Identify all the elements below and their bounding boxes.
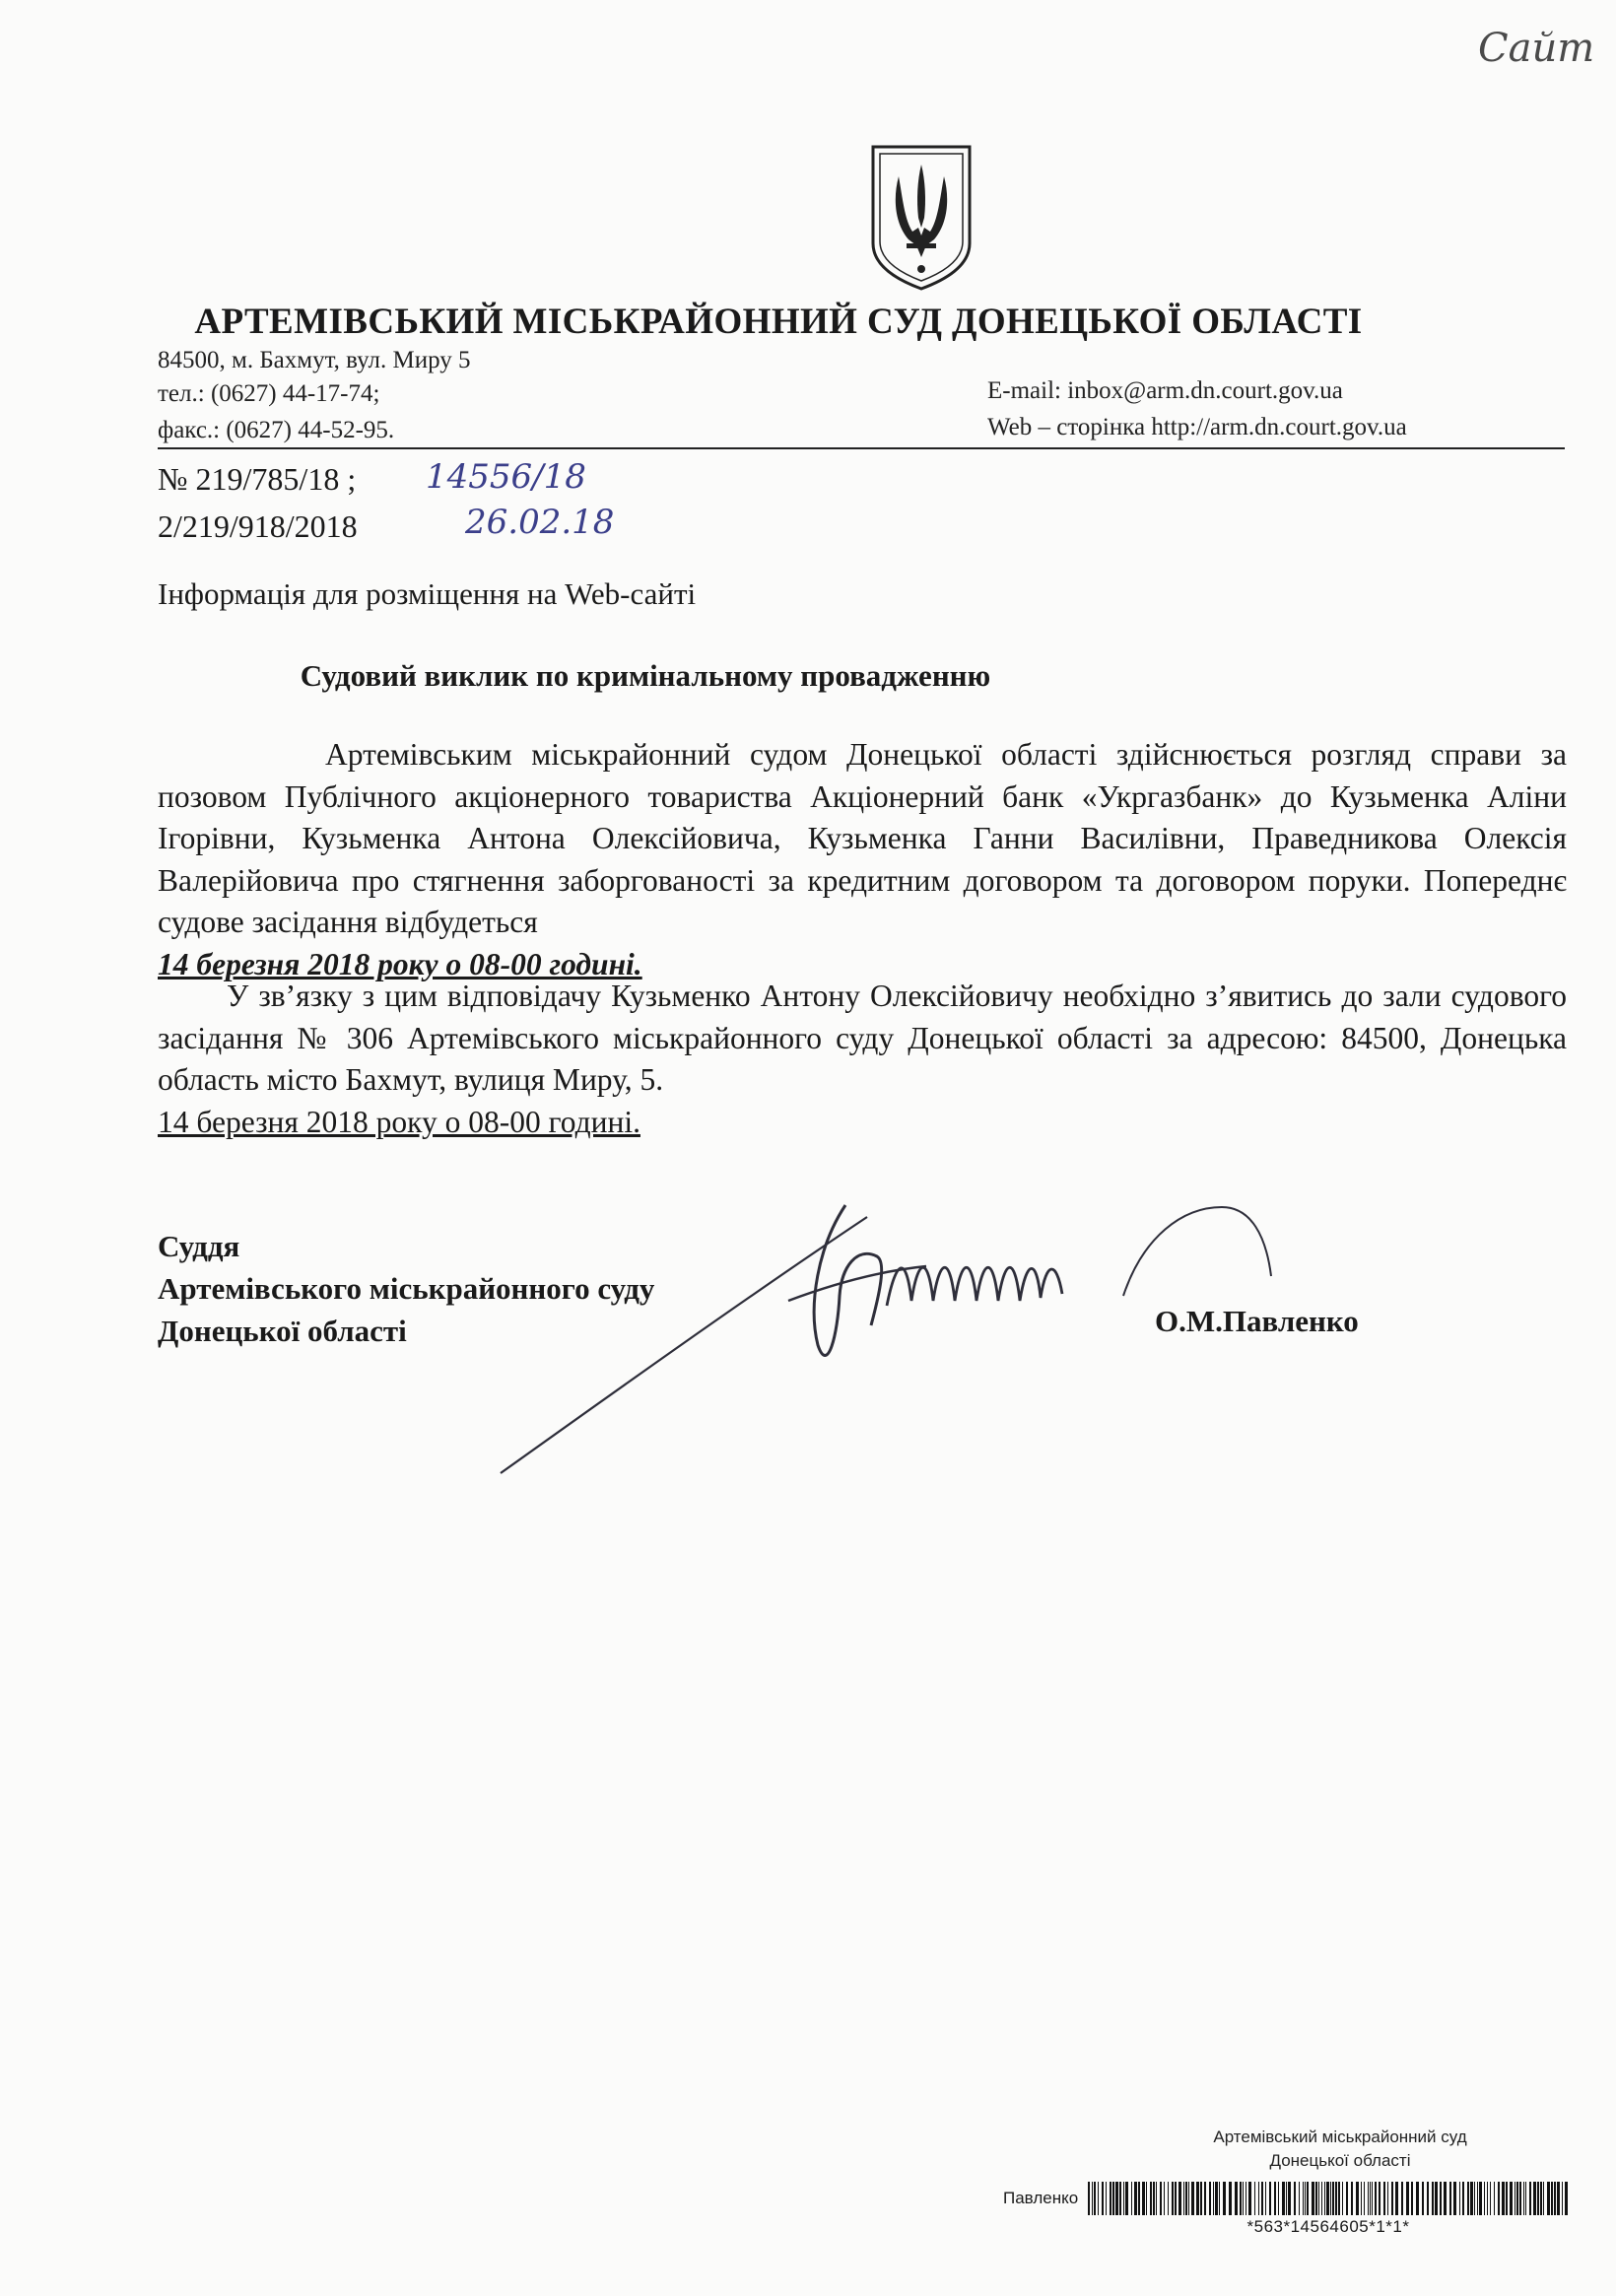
judge-title-line3: Донецької області — [158, 1314, 407, 1348]
barcode-label: Павленко — [1003, 2189, 1079, 2207]
publication-note: Інформація для розміщення на Web-сайті — [158, 576, 697, 611]
judge-title-line2: Артемівського міськрайонного суду — [158, 1271, 655, 1306]
corner-handwritten-note: Сайт — [1478, 26, 1595, 71]
footer-court-line1: Артемівський міськрайонний суд — [1213, 2127, 1467, 2146]
barcode-image — [1088, 2182, 1569, 2215]
proceeding-number: 2/219/918/2018 — [158, 508, 358, 544]
coat-of-arms-emblem — [867, 141, 976, 294]
paragraph-summons — [158, 976, 1567, 1143]
court-phone: тел.: (0627) 44-17-74; — [158, 380, 380, 407]
court-fax: факс.: (0627) 44-52-95. — [158, 417, 395, 443]
judge-name: О.М.Павленко — [1155, 1304, 1359, 1338]
hearing-date-highlighted: 14 березня 2018 року о 08-00 годині. — [158, 946, 642, 981]
case-number: № 219/785/18 ; — [158, 461, 357, 497]
header-divider — [158, 447, 1565, 449]
judge-title-line1: Суддя — [158, 1229, 240, 1263]
case-references — [158, 455, 358, 550]
court-address: 84500, м. Бахмут, вул. Миру 5 — [158, 347, 471, 373]
hearing-date-repeat: 14 березня 2018 року о 08-00 годині. — [158, 1104, 640, 1139]
handwritten-registration-number: 14556/18 — [426, 457, 586, 497]
document-title: Судовий виклик по кримінальному провадженню — [300, 658, 991, 693]
barcode-code: *563*14564605*1*1* — [1246, 2217, 1410, 2236]
footer-court-name — [1173, 2126, 1508, 2173]
paragraph-summons-text: У зв’язку з цим відповідачу Кузьменко Антону Олексійовичу необхідно з’явитись до зали судового засідання № 306 Артемівського міськрайонного суду Донецької області за адресою: 84500, Донецька область місто Бахмут, вулиця Миру, 5. — [158, 979, 1567, 1097]
court-email: E-mail: inbox@arm.dn.court.gov.ua — [987, 377, 1343, 404]
paragraph-case-text: Артемівським міськрайонний судом Донецької області здійснюється розгляд справи за позовом Публічного акціонерного товариства Акціонерний банк «Укргазбанк» до Кузьменка Аліни Ігорівни, Кузьменка Антона Олексійовича, Кузьменка Ганни Василівни, Праведникова Олексія Валерійовича про стягнення заборгованості за кредитним договором та договором поруки. Попереднє судове засідання відбудеться — [158, 737, 1567, 939]
court-website: Web – сторінка http://arm.dn.court.gov.ua — [987, 414, 1407, 440]
paragraph-case-details — [158, 734, 1567, 985]
footer-court-line2: Донецької області — [1269, 2151, 1411, 2170]
court-name-heading: АРТЕМІВСЬКИЙ МІСЬКРАЙОННИЙ СУД ДОНЕЦЬКОЇ ОБЛАСТІ — [194, 302, 1363, 342]
handwritten-registration-date: 26.02.18 — [465, 503, 615, 542]
